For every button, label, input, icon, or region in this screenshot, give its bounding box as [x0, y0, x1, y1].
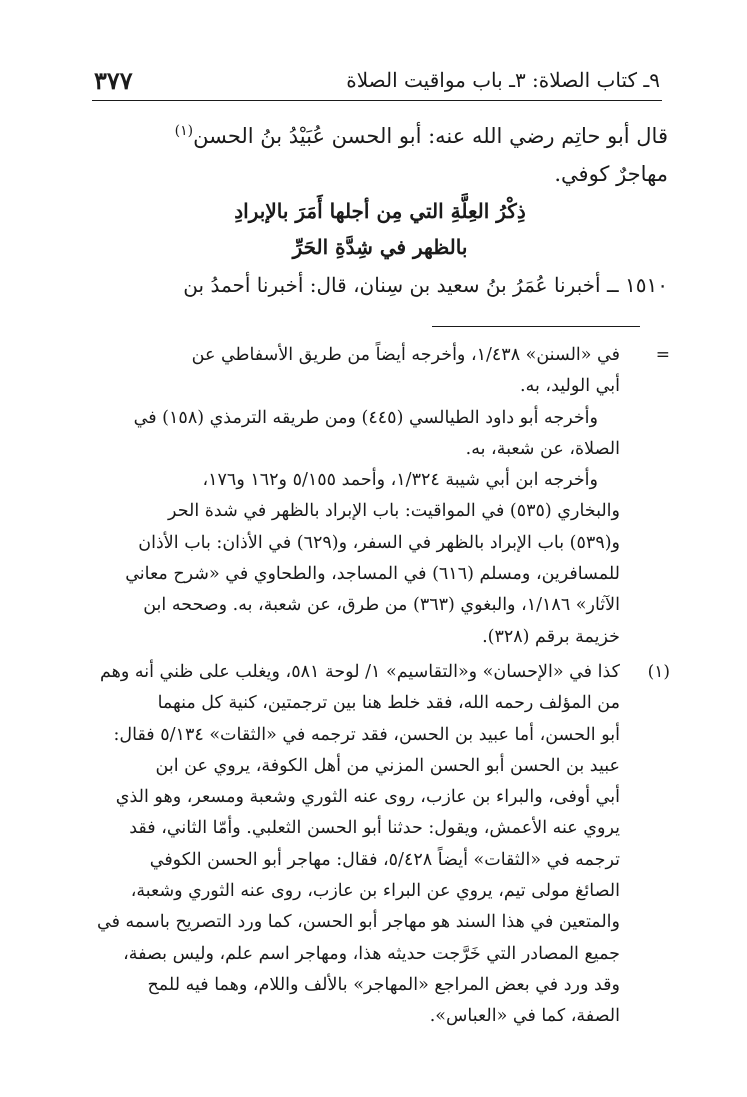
footnote-line: من المؤلف رحمه الله، فقد خلط هنا بين ترجمتين، كنية كل منهما: [157, 693, 620, 714]
chapter-title-line-1: ذِكْرُ العِلَّةِ التي مِن أجلها أَمَرَ بالإبرادِ: [234, 199, 526, 223]
footnote-reference: (١): [174, 123, 194, 139]
footnote-separator: [432, 326, 640, 327]
footnote-line: أبو الحسن، أما عبيد بن الحسن، فقد ترجمه في «الثقات» ٥/١٣٤ فقال:: [113, 724, 620, 745]
footnote-continuation: [92, 340, 670, 653]
hadith-opening-line: ١٥١٠ ــ أخبرنا عُمَرُ بنُ سعيد بن سِنان، قال: أخبرنا أحمدُ بن: [183, 273, 668, 297]
footnote-line: عبيد بن الحسن أبو الحسن المزني من أهل الكوفة، يروي عن ابن: [155, 755, 620, 776]
footnote-line: أبي أوفى، والبراء بن عازب، روى عنه الثوري وشعبة ومسعر، وهو الذي: [115, 787, 620, 808]
page-header: [92, 66, 662, 101]
footnote-line: الصائغ مولى تيم، يروي عن البراء بن عازب، روى عنه الثوري وشعبة،: [130, 881, 620, 902]
footnote-line: وأخرجه ابن أبي شيبة ١/٣٢٤، وأحمد ٥/١٥٥ و١٦٢ و١٧٦،: [202, 470, 598, 491]
footnote-1: [92, 657, 670, 1033]
footnote-line: جميع المصادر التي خَرَّجت حديثه هذا، ومهاجر اسم علم، وليس بصفة،: [123, 943, 620, 964]
main-line-1-text: قال أبو حاتِم رضي الله عنه: أبو الحسن عُبَيْدُ بنُ الحسن: [193, 124, 668, 148]
main-line-2: مهاجرٌ كوفي.: [554, 162, 668, 186]
footnote-line: والمتعين في هذا السند هو مهاجر أبو الحسن، كما ورد التصريح باسمه في: [97, 912, 620, 933]
footnote-line: في «السنن» ١/٤٣٨، وأخرجه أيضاً من طريق الأسفاطي عن: [191, 345, 620, 365]
footnote-line: للمسافرين، ومسلم (٦١٦) في المساجد، والطحاوي في «شرح معاني: [125, 564, 620, 585]
page-number: ٣٧٧: [94, 66, 133, 95]
main-line-1: [92, 112, 668, 155]
footnote-line: خزيمة برقم (٣٢٨).: [482, 626, 620, 647]
footnote-line: الآثار» ١/١٨٦، والبغوي (٣٦٣) من طرق، عن شعبة، به. وصححه ابن: [143, 595, 620, 616]
continuation-marker: =: [655, 345, 670, 365]
footnote-line: وقد ورد في بعض المراجع «المهاجر» بالألف واللام، وهما فيه للمح: [147, 974, 620, 995]
running-title: ٩ـ كتاب الصلاة: ٣ـ باب مواقيت الصلاة: [346, 68, 660, 92]
footnote-line: ترجمه في «الثقات» أيضاً ٥/٤٢٨، فقال: مهاجر أبو الحسن الكوفي: [149, 849, 620, 870]
footnotes: [92, 340, 670, 1033]
footnote-line: كذا في «الإحسان» و«التقاسيم» ١/ لوحة ٥٨١، ويغلب على ظني أنه وهم: [99, 661, 620, 682]
footnote-line: وأخرجه أبو داود الطيالسي (٤٤٥) ومن طريقه الترمذي (١٥٨) في: [133, 407, 598, 428]
chapter-title-line-2: بالظهر في شِدَّةِ الحَرِّ: [292, 235, 468, 259]
footnote-line: الصلاة، عن شعبة، به.: [465, 438, 620, 459]
footnote-line: والبخاري (٥٣٥) في المواقيت: باب الإبراد بالظهر في شدة الحر: [168, 501, 620, 522]
footnote-1-marker: (١): [647, 661, 670, 682]
footnote-line: و(٥٣٩) باب الإبراد بالظهر في السفر، و(٦٢٩) في الأذان: باب الأذان: [138, 532, 620, 553]
main-text: [92, 112, 668, 305]
footnote-line: يروي عنه الأعمش، ويقول: حدثنا أبو الحسن الثعلبي. وأمّا الثاني، فقد: [129, 818, 620, 839]
footnote-line: أبي الوليد، به.: [520, 376, 620, 397]
footnote-line: الصفة، كما في «العباس».: [429, 1006, 620, 1027]
